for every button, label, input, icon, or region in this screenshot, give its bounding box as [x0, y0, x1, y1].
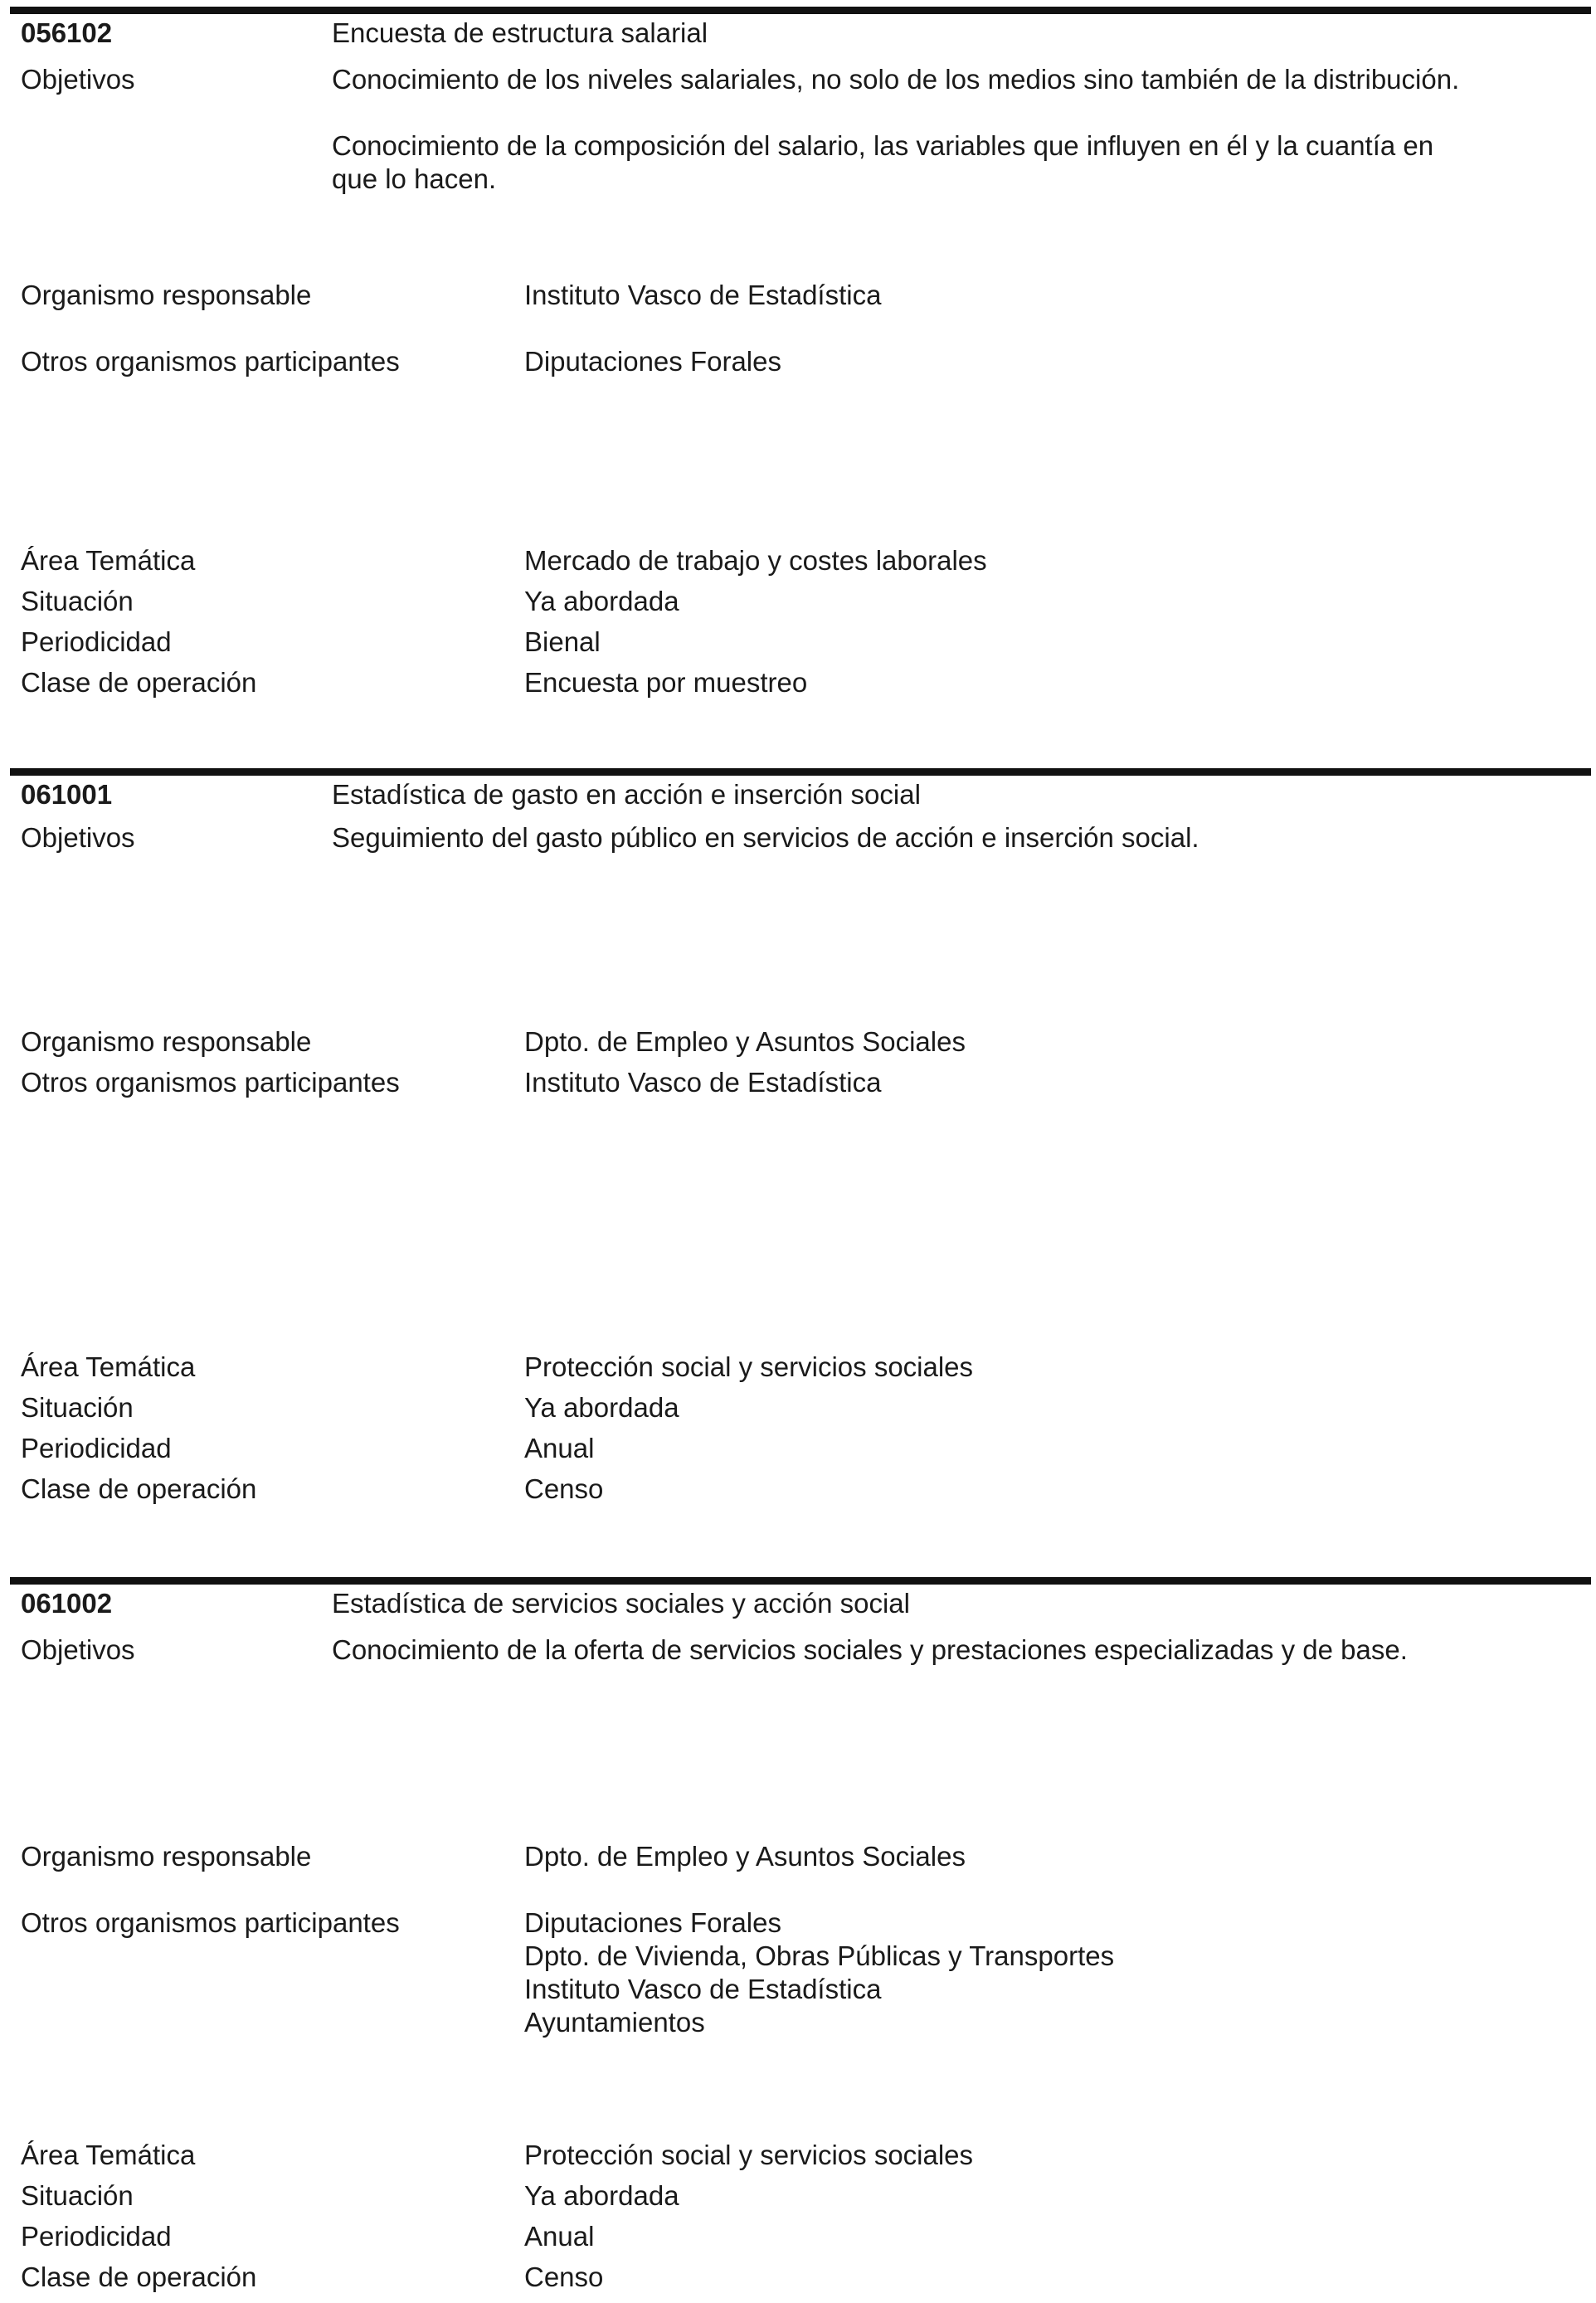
periodicidad-value: Anual	[524, 1433, 595, 1463]
objetivos-text-1: Conocimiento de los niveles salariales, no solo de los medios sino también de la distribución.	[332, 64, 1460, 95]
periodicidad-label: Periodicidad	[21, 626, 172, 657]
clase-value: Censo	[524, 2262, 604, 2292]
otros-organismos-value-3: Instituto Vasco de Estadística	[524, 1974, 882, 2004]
otros-organismos-value-1: Diputaciones Forales	[524, 1907, 781, 1938]
organismo-value: Dpto. de Empleo y Asuntos Sociales	[524, 1026, 966, 1057]
situacion-value: Ya abordada	[524, 1392, 679, 1423]
objetivos-text-1: Seguimiento del gasto público en servicios de acción e inserción social.	[332, 822, 1199, 853]
operation-code: 061002	[21, 1588, 113, 1619]
area-value: Protección social y servicios sociales	[524, 2140, 974, 2170]
objetivos-label: Objetivos	[21, 1634, 135, 1665]
situacion-label: Situación	[21, 1392, 134, 1423]
clase-value: Censo	[524, 1473, 604, 1504]
area-label: Área Temática	[21, 1351, 196, 1382]
otros-organismos-value-2: Dpto. de Vivienda, Obras Públicas y Transportes	[524, 1940, 1115, 1971]
otros-organismos-label: Otros organismos participantes	[21, 1907, 400, 1938]
organismo-label: Organismo responsable	[21, 1841, 312, 1872]
organismo-value: Dpto. de Empleo y Asuntos Sociales	[524, 1841, 966, 1872]
operation-code: 061001	[21, 779, 113, 810]
area-label: Área Temática	[21, 2140, 196, 2170]
otros-organismos-value-4: Ayuntamientos	[524, 2007, 705, 2038]
objetivos-text-3: que lo hacen.	[332, 163, 497, 194]
objetivos-label: Objetivos	[21, 64, 135, 95]
otros-organismos-value: Diputaciones Forales	[524, 346, 781, 377]
operation-title: Estadística de gasto en acción e inserción social	[332, 779, 921, 810]
operation-title: Estadística de servicios sociales y acción social	[332, 1588, 910, 1619]
clase-label: Clase de operación	[21, 667, 257, 698]
section-divider	[10, 7, 1591, 14]
section-divider	[10, 1577, 1591, 1585]
area-label: Área Temática	[21, 545, 196, 576]
operation-title: Encuesta de estructura salarial	[332, 17, 708, 48]
objetivos-text-1: Conocimiento de la oferta de servicios sociales y prestaciones especializadas y de base.	[332, 1634, 1408, 1665]
section-divider	[10, 768, 1591, 776]
organismo-label: Organismo responsable	[21, 1026, 312, 1057]
area-value: Mercado de trabajo y costes laborales	[524, 545, 987, 576]
periodicidad-value: Bienal	[524, 626, 601, 657]
clase-label: Clase de operación	[21, 2262, 257, 2292]
organismo-label: Organismo responsable	[21, 280, 312, 310]
clase-label: Clase de operación	[21, 1473, 257, 1504]
organismo-value: Instituto Vasco de Estadística	[524, 280, 882, 310]
otros-organismos-label: Otros organismos participantes	[21, 346, 400, 377]
operation-code: 056102	[21, 17, 113, 48]
situacion-label: Situación	[21, 2180, 134, 2211]
situacion-label: Situación	[21, 586, 134, 616]
periodicidad-label: Periodicidad	[21, 2221, 172, 2252]
clase-value: Encuesta por muestreo	[524, 667, 808, 698]
situacion-value: Ya abordada	[524, 2180, 679, 2211]
otros-organismos-value: Instituto Vasco de Estadística	[524, 1067, 882, 1098]
situacion-value: Ya abordada	[524, 586, 679, 616]
objetivos-label: Objetivos	[21, 822, 135, 853]
otros-organismos-label: Otros organismos participantes	[21, 1067, 400, 1098]
area-value: Protección social y servicios sociales	[524, 1351, 974, 1382]
periodicidad-label: Periodicidad	[21, 1433, 172, 1463]
objetivos-text-2: Conocimiento de la composición del salario, las variables que influyen en él y la cuantía en	[332, 130, 1434, 161]
periodicidad-value: Anual	[524, 2221, 595, 2252]
